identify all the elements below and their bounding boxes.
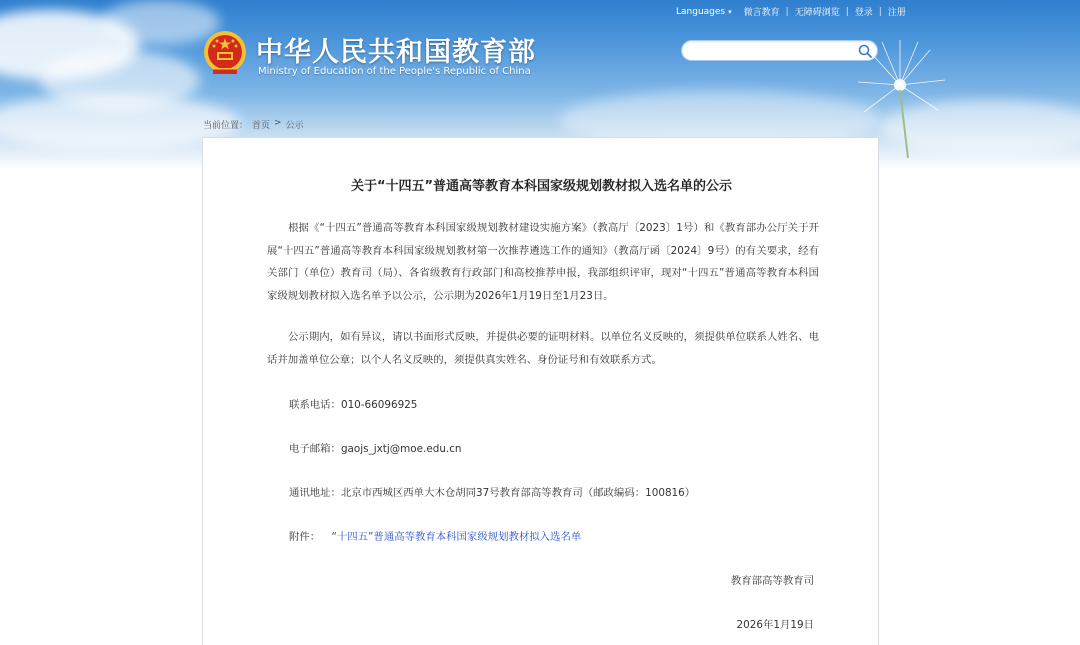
register-link[interactable]: 注册 bbox=[887, 8, 906, 18]
weiyan-link[interactable]: 微言教育 bbox=[743, 8, 780, 18]
search-box bbox=[681, 40, 878, 61]
article-title: 关于“十四五”普通高等教育本科国家级规划教材拟入选名单的公示 bbox=[350, 179, 733, 194]
breadcrumb-home-link[interactable]: 首页 bbox=[252, 121, 271, 131]
languages-label: Languages bbox=[676, 6, 726, 17]
signature: 教育部高等教育司 bbox=[730, 575, 814, 587]
publish-date: 2026年1月19日 bbox=[736, 619, 814, 631]
site-title-en: Ministry of Education of the People's Republic of China bbox=[258, 66, 531, 77]
breadcrumb bbox=[203, 118, 304, 131]
top-bar: Languages ▾ 微言教育 | 无障碍浏览 | 登录 | 注册 bbox=[676, 6, 906, 18]
article-card bbox=[202, 137, 879, 645]
contact-address: 通讯地址：北京市西城区西单大木仓胡同37号教育部高等教育司（邮政编码：100816） bbox=[289, 487, 696, 499]
attachment-label: 附件： bbox=[289, 531, 321, 543]
paragraph-objection: 公示期内，如有异议，请以书面形式反映，并提供必要的证明材料。以单位名义反映的，须提供单位联系人姓名、电话并加盖单位公章；以个人名义反映的，须提供真实姓名、身份证号和有效联系方式。 bbox=[267, 331, 819, 366]
paragraph-basis: 根据《“十四五”普通高等教育本科国家级规划教材建设实施方案》（教高厅〔2023〕1号）和《教育部办公厅关于开展“十四五”普通高等教育本科国家级规划教材第一次推荐遴选工作的通知》（教高厅函〔2024〕9号）的有关要求，经有关部门（单位）教育司（局）、各省级教育行政部门和高校推荐申报，我部组织评审，现对“十四五”普通高等教育本科国家级规划教材拟入选名单予以公示，公示期为2026年1月19日至1月23日。 bbox=[267, 222, 819, 302]
site-title-cn: 中华人民共和国教育部 bbox=[256, 37, 536, 68]
search-input[interactable] bbox=[682, 44, 852, 63]
accessibility-link[interactable]: 无障碍浏览 bbox=[794, 8, 840, 18]
contact-email: 电子邮箱：gaojs_jxtj@moe.edu.cn bbox=[289, 443, 462, 455]
attachment-row bbox=[289, 528, 581, 543]
attachment-link[interactable]: “十四五”普通高等教育本科国家级规划教材拟入选名单 bbox=[331, 531, 582, 543]
chevron-down-icon: ▾ bbox=[728, 7, 732, 16]
breadcrumb-current[interactable]: 公示 bbox=[285, 121, 304, 131]
login-link[interactable]: 登录 bbox=[854, 8, 873, 18]
chevron-right-icon: > bbox=[274, 118, 282, 128]
languages-menu[interactable] bbox=[676, 7, 732, 17]
breadcrumb-prefix: 当前位置： bbox=[203, 121, 249, 131]
national-emblem-logo[interactable] bbox=[203, 30, 247, 76]
contact-phone: 联系电话：010-66096925 bbox=[289, 399, 418, 411]
